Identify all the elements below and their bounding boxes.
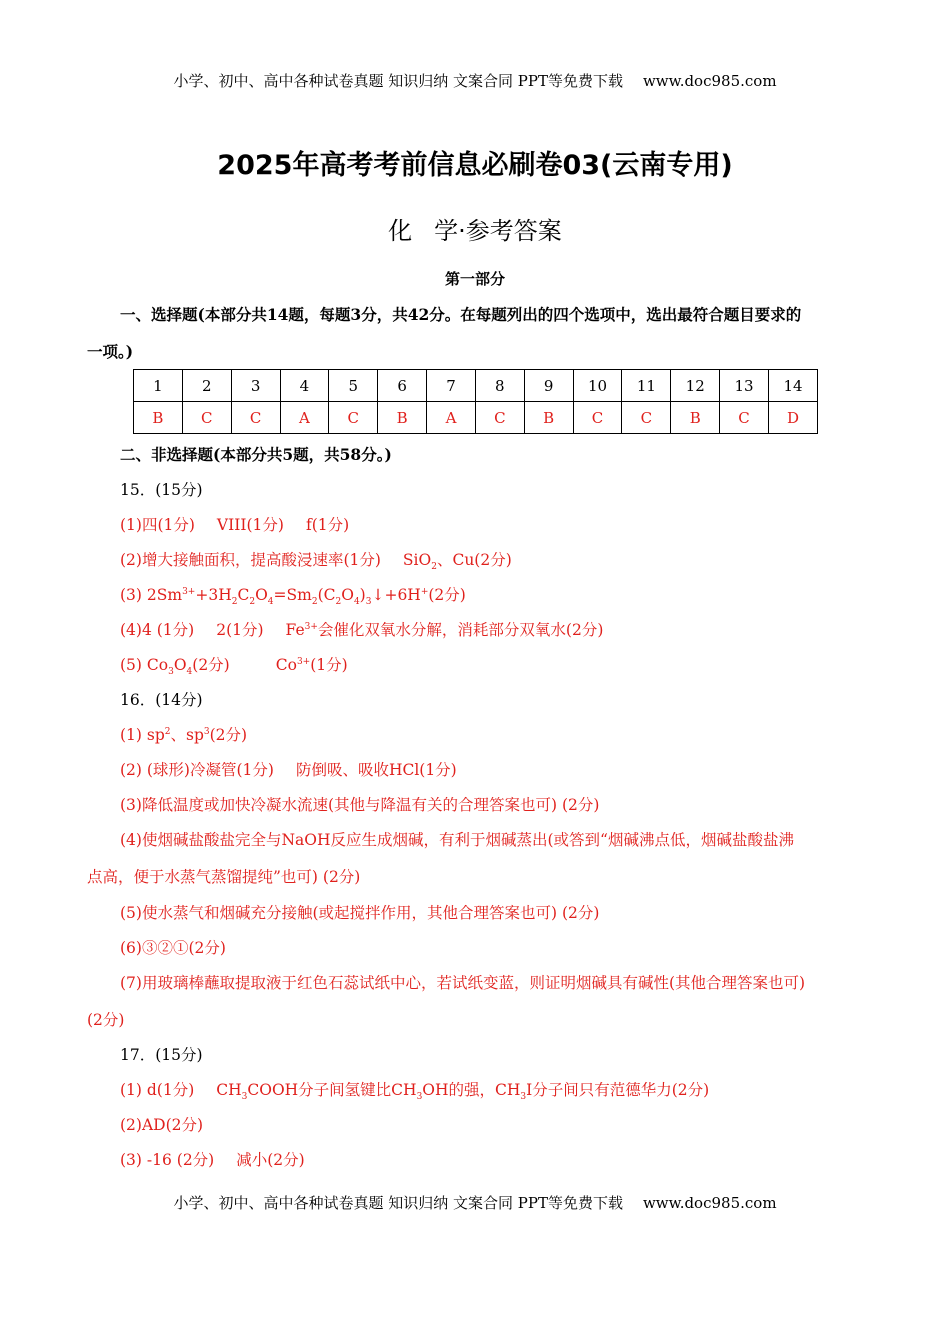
part-heading: 第一部分	[444, 270, 505, 288]
q15-answer-1: (1)四(1分) VIII(1分) f(1分)	[120, 516, 350, 534]
table-cell: 12	[671, 370, 720, 402]
q16-answer-2: (2) (球形)冷凝管(1分) 防倒吸、吸收HCl(1分)	[120, 761, 457, 779]
subtitle	[0, 211, 950, 246]
table-cell: A	[427, 402, 476, 434]
q17-answer-2: (2)AD(2分)	[120, 1116, 204, 1134]
q15-heading: 15．(15分)	[120, 481, 203, 499]
q17-answer-3: (3) -16 (2分) 减小(2分)	[120, 1151, 305, 1169]
q16-answer-7-line1: (7)用玻璃棒蘸取提取液于红色石蕊试纸中心，若试纸变蓝，则证明烟碱具有碱性(其他合理答案也可)	[120, 974, 806, 992]
q15-answer-4: (4)4 (1分) 2(1分) $Fe^{3+}$会催化双氧水分解，消耗部分双氧水(2分)	[120, 621, 604, 639]
table-cell: 8	[475, 370, 524, 402]
q16-heading: 16．(14分)	[120, 691, 203, 709]
table-cell: 11	[622, 370, 671, 402]
section1-line1: 一、选择题(本部分共14题，每题3分，共42分。在每题列出的四个选项中，选出最符合题目要求的	[120, 305, 802, 324]
table-cell: C	[573, 402, 622, 434]
q17-heading: 17．(15分)	[120, 1046, 203, 1064]
table-cell: 1	[134, 370, 183, 402]
table-cell: 9	[524, 370, 573, 402]
answer-table-numbers	[134, 370, 818, 402]
table-cell: 4	[280, 370, 329, 402]
q15-answer-5: (5) $Co_3O_4(2$分) $Co^{3+}(1$分)	[120, 656, 348, 678]
table-cell: 7	[427, 370, 476, 402]
table-cell: 13	[720, 370, 769, 402]
table-cell: 2	[182, 370, 231, 402]
table-cell: B	[134, 402, 183, 434]
table-cell: C	[231, 402, 280, 434]
table-cell: C	[622, 402, 671, 434]
table-cell: A	[280, 402, 329, 434]
table-cell: C	[475, 402, 524, 434]
header-site: www.doc985.com	[642, 72, 777, 90]
q15-answer-2: (2)增大接触面积，提高酸浸速率(1分) SiO$_2$、Cu(2分)	[120, 551, 512, 573]
table-cell: 10	[573, 370, 622, 402]
table-cell: B	[378, 402, 427, 434]
subtitle-b: 学·参考答案	[434, 217, 562, 245]
q16-answer-7-line2: (2分)	[87, 1011, 125, 1029]
table-cell: 5	[329, 370, 378, 402]
table-cell: 6	[378, 370, 427, 402]
page-footer	[0, 1192, 950, 1213]
header-text: 小学、初中、高中各种试卷真题 知识归纳 文案合同 PPT等免费下载	[173, 72, 623, 90]
q16-answer-4-line2: 点高，便于水蒸气蒸馏提纯”也可) (2分)	[87, 868, 361, 886]
table-cell: C	[182, 402, 231, 434]
table-cell: B	[671, 402, 720, 434]
q16-answer-3: (3)降低温度或加快冷凝水流速(其他与降温有关的合理答案也可) (2分)	[120, 796, 600, 814]
answer-table	[133, 369, 818, 434]
table-cell: 14	[768, 370, 817, 402]
q16-answer-6: (6)③②①(2分)	[120, 939, 226, 957]
table-cell: B	[524, 402, 573, 434]
table-cell: C	[329, 402, 378, 434]
q17-answer-1: (1) d(1分) $CH_3COOH$分子间氢键比$CH_3OH$的强，$CH_3I$分子间只有范德华力(2分)	[120, 1081, 710, 1103]
answer-table-answers	[134, 402, 818, 434]
page-title: 2025年高考考前信息必刷卷03(云南专用)	[217, 150, 733, 181]
section1-line2: 一项。)	[87, 342, 134, 361]
q15-answer-3: (3) $2Sm^{3+}+3H_2C_2O_4=Sm_2(C_2O_4)_3↓+6H^+(2$分)	[120, 586, 466, 608]
table-cell: 3	[231, 370, 280, 402]
q16-answer-5: (5)使水蒸气和烟碱充分接触(或起搅拌作用，其他合理答案也可) (2分)	[120, 904, 600, 922]
footer-site: www.doc985.com	[642, 1194, 777, 1212]
table-cell: C	[720, 402, 769, 434]
footer-text: 小学、初中、高中各种试卷真题 知识归纳 文案合同 PPT等免费下载	[173, 1194, 623, 1212]
subtitle-a: 化	[388, 217, 413, 245]
q16-answer-4-line1: (4)使烟碱盐酸盐完全与NaOH反应生成烟碱，有利于烟碱蒸出(或答到“烟碱沸点低，烟碱盐酸盐沸	[120, 831, 794, 849]
section2-heading: 二、非选择题(本部分共5题，共58分。)	[120, 445, 392, 464]
q16-answer-1: (1) $sp^2$、$sp^3(2$分)	[120, 726, 248, 744]
page-header	[0, 70, 950, 91]
table-cell: D	[768, 402, 817, 434]
